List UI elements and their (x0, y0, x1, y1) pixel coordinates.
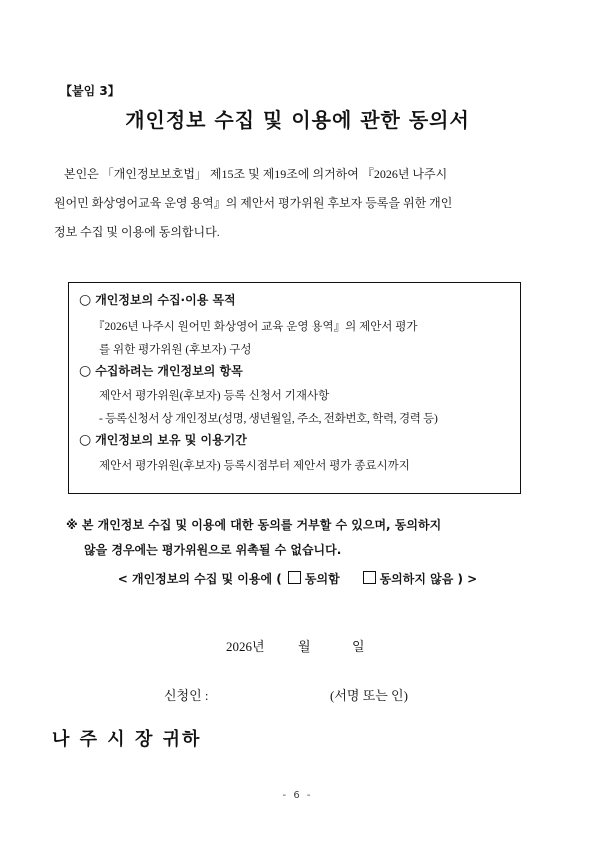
signature-note: (서명 또는 인) (330, 688, 408, 703)
circle-bullet-icon: ○ (79, 292, 92, 308)
intro-line: 본인은 「개인정보보호법」 제15조 및 제19조에 의거하여 『2026년 나주시 (64, 167, 448, 181)
notice-line: 않을 경우에는 평가위원으로 위촉될 수 없습니다. (84, 543, 342, 557)
section-line: 를 위한 평가위원 (후보자) 구성 (99, 344, 252, 356)
disagree-checkbox[interactable] (363, 571, 376, 584)
intro-paragraph (54, 160, 544, 247)
agree-label: 동의함 (304, 572, 340, 586)
section-heading-purpose: ○ 개인정보의 수집·이용 목적 (79, 292, 236, 308)
document-title: 개인정보 수집 및 이용에 관한 동의서 (125, 108, 470, 132)
agree-checkbox[interactable] (288, 571, 301, 584)
consent-details-box (68, 282, 521, 494)
section-line: 『2026년 나주시 원어민 화상영어 교육 운영 용역』의 제안서 평가 (93, 321, 418, 333)
section-heading-items: ○ 수집하려는 개인정보의 항목 (79, 363, 243, 379)
intro-line: 정보 수집 및 이용에 동의합니다. (54, 225, 220, 239)
circle-bullet-icon: ○ (79, 432, 92, 448)
circle-bullet-icon: ○ (79, 363, 92, 379)
section-line: 제안서 평가위원(후보자) 등록시점부터 제안서 평가 종료시까지 (99, 460, 410, 472)
section-line: - 등록신청서 상 개인정보(성명, 생년월일, 주소, 전화번호, 학력, 경력 등) (99, 413, 438, 425)
notice-line: ※ 본 개인정보 수집 및 이용에 대한 동의를 거부할 수 있으며, 동의하지 (66, 518, 442, 532)
section-heading-retention: ○ 개인정보의 보유 및 이용기간 (79, 432, 247, 448)
page-number: - 6 - (282, 790, 313, 801)
annex-label: 【붙임 3】 (60, 84, 120, 98)
date-month: 월 (298, 639, 311, 654)
addressee: 나 주 시 장 귀하 (52, 729, 202, 750)
consent-prefix: < 개인정보의 수집 및 이용에 ( (117, 572, 282, 586)
disagree-label: 동의하지 않음 (379, 572, 454, 586)
intro-line: 원어민 화상영어교육 운영 용역』의 제안서 평가위원 후보자 등록을 위한 개인 (54, 196, 453, 210)
section-line: 제안서 평가위원(후보자) 등록 신청서 기재사항 (99, 390, 330, 402)
consent-suffix: ) > (457, 572, 478, 586)
consent-choice-row (0, 570, 595, 587)
date-year: 2026년 (226, 639, 265, 654)
applicant-label: 신청인 : (164, 688, 209, 703)
date-day: 일 (352, 639, 365, 654)
